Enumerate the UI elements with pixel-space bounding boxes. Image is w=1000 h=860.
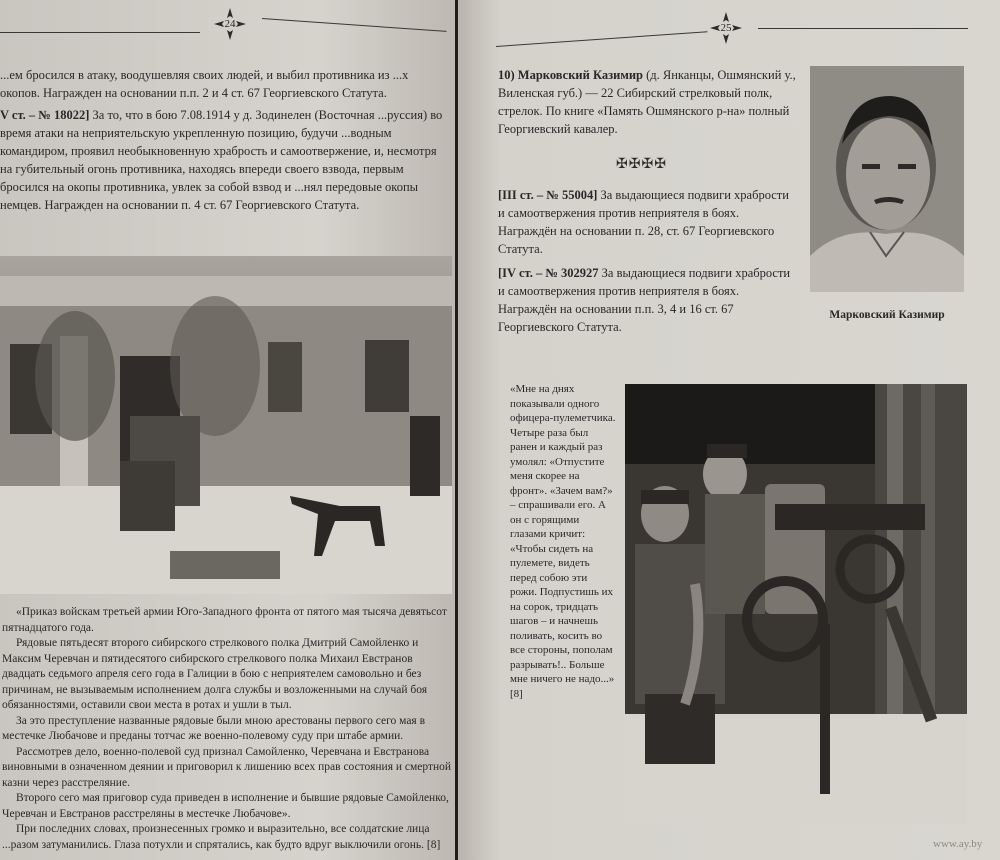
award-entry <box>498 186 798 258</box>
caption-paragraph: «Приказ войскам третьей армии Юго-Западного фронта от пятого мая тысяча девятьсот пятнадцатого года. <box>2 606 447 634</box>
person-name: 10) Марковский Казимир <box>498 68 643 82</box>
portrait-caption: Марковский Казимир <box>829 309 945 321</box>
watermark: www.ay.by <box>933 838 983 850</box>
entry-block <box>498 66 798 138</box>
historical-photo-execution <box>0 256 452 594</box>
caption-paragraph: Второго сего мая приговор суда приведен в исполнение и бывшие рядовые Самойленко, Черевчан и Евстранов расстреляны в местечке Любачове». <box>2 792 449 820</box>
award-text: За выдающиеся подвиги храбрости и самоотвержения против неприятеля в боях. Награждён на основании п.п. 3, 4 и 16 ст. 67 Георгиевского Статута. <box>498 266 791 334</box>
person-details: (д. Янканцы, Ошмянский у., Виленская губ.) — 22 Сибирский стрелковый полк, стрелок. По книге «Память Ошмянского р-на» полный Георгиевский кавалер. <box>498 68 796 136</box>
award-heading: [III ст. – № 55004] <box>498 188 598 202</box>
header-rule-right <box>758 28 968 29</box>
caption-paragraph: При последних словах, произнесенных громко и выразительно, все солдатские лица ...разом затуманились. Глаза потухли и спрятались, как будто вдруг выключили огонь. [8] <box>2 823 441 851</box>
award-heading: [IV ст. – № 302927 <box>498 266 599 280</box>
ornament-divider: ✠✠✠✠ <box>616 157 667 172</box>
caption-paragraph: За это преступление названные рядовые были мною арестованы первого сего мая в местечке Любачове и преданы тотчас же военно-полевому суду при штабе армии. <box>2 714 426 742</box>
award-entry <box>498 264 798 336</box>
header-rule-right <box>262 18 447 32</box>
order-caption <box>2 605 452 853</box>
caption-paragraph: Рядовые пятьдесят второго сибирского стрелкового полка Дмитрий Самойленко и Максим Черевчан и пятидесятого сибирского стрелкового полка Михаил Евстранов двадцать седьмого апреля сего года в Галиции в бою с неприятелем самовольно и без причинам, не вызываемым исполнением долга службы и возложенными на случай боя обязанностями, оставили свои места в ротах и ушли в тыл. <box>2 637 428 711</box>
quote-sidenote: «Мне на днях показывали одного офицера-пулеметчика. Четыре раза был ранен и каждый раз умолял: «Отпустите меня скорее на фронт». «Зачем вам?» – спрашивали его. А он с горящими глазами кричит: «Чтобы сидеть на пулемете, видеть перед собою эти рожи. Подпустишь их на сорок, тридцать шагов – и начнешь поливать, косить во все стороны, пополам разрывать!.. Больше мне ничего не надо...» [8] <box>510 383 616 700</box>
paragraph: ...ем бросился в атаку, воодушевляя своих людей, и выбил противника из ...х окопов. Награжден на основании п.п. 2 и 4 ст. 67 Георгиевского Статута. <box>0 68 409 100</box>
page-number: 24 <box>224 18 236 30</box>
header-rule-left <box>496 31 708 47</box>
award-heading: V ст. – № 18022] <box>0 108 90 122</box>
person-entry <box>498 66 798 138</box>
awards-block <box>498 186 798 336</box>
award-text: За выдающиеся подвиги храбрости и самоотвержения против неприятеля в боях. Награждён на основании п. 28, ст. 67 Георгиевского Статута. <box>498 188 789 256</box>
page-number-ornament <box>212 6 248 42</box>
machine-gun-photo <box>625 384 967 824</box>
text-block-top <box>0 66 450 214</box>
page-number-ornament <box>708 10 744 46</box>
award-text: За то, что в бою 7.08.1914 у д. Зодинелен (Восточная ...руссия) во время атаки на неприятельскую укрепленную позицию, будучи ...водным командиром, проявил необыкновенную храбрость и самоотвержение, и, несмотря на губительный огонь противника, находясь впереди своего взвода, первым бросился на окопы противника, увлек за собой взвод и ...нял передовые окопы немцев. Награжден на основании п. 4 ст. 67 Георгиевского Статута. <box>0 108 443 212</box>
award-entry <box>0 106 450 214</box>
left-page <box>0 0 455 860</box>
portrait-photo <box>810 66 964 292</box>
caption-paragraph: Рассмотрев дело, военно-полевой суд признал Самойленко, Черевчана и Евстранова виновными в означенном деянии и приговорил к лишению всех прав состояния и смертной казни через расстреляние. <box>2 745 452 789</box>
header-rule-left <box>0 32 200 33</box>
right-page <box>458 0 1000 860</box>
page-number: 25 <box>720 22 732 34</box>
